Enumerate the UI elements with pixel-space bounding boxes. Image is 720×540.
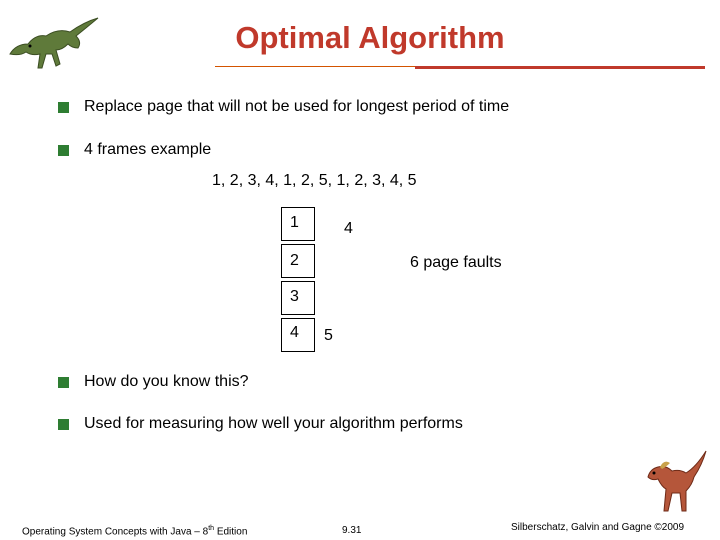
page-faults-label: 6 page faults [410,254,502,271]
bullet-text: How do you know this? [84,373,249,390]
bullet-item [58,141,211,159]
bullet-text: Used for measuring how well your algorithm performs [84,415,463,432]
title-rule-thick [415,66,705,69]
bullet-text: 4 frames example [84,141,212,158]
footer-copyright: Silberschatz, Galvin and Gagne ©2009 [511,522,685,533]
frame-value: 1 [290,214,299,231]
bullet-square-icon [58,419,69,430]
title-rule-thin [215,66,415,67]
reference-string: 1, 2, 3, 4, 1, 2, 5, 1, 2, 3, 4, 5 [212,172,417,189]
bullet-text: Replace page that will not be used for longest period of time [84,98,510,115]
footer-book-title-text: Operating System Concepts with Java – 8 [22,526,209,538]
footer-superscript: th [208,525,215,532]
slide-title: Optimal Algorithm [235,20,505,55]
frame-value: 4 [290,324,299,341]
replacement-label: 5 [324,327,333,344]
footer-book-title [22,525,247,537]
bullet-square-icon [58,145,69,156]
footer-page-number: 9.31 [342,525,362,536]
bullet-item [58,373,249,391]
frame-value: 2 [290,252,299,269]
bullet-square-icon [58,377,69,388]
footer-book-title-suffix: Edition [214,526,248,538]
bullet-item [58,415,463,433]
frame-value: 3 [290,288,299,305]
replacement-label: 4 [344,220,353,237]
bullet-item [58,98,509,116]
dinosaur-mascot-icon [636,447,712,519]
bullet-square-icon [58,102,69,113]
